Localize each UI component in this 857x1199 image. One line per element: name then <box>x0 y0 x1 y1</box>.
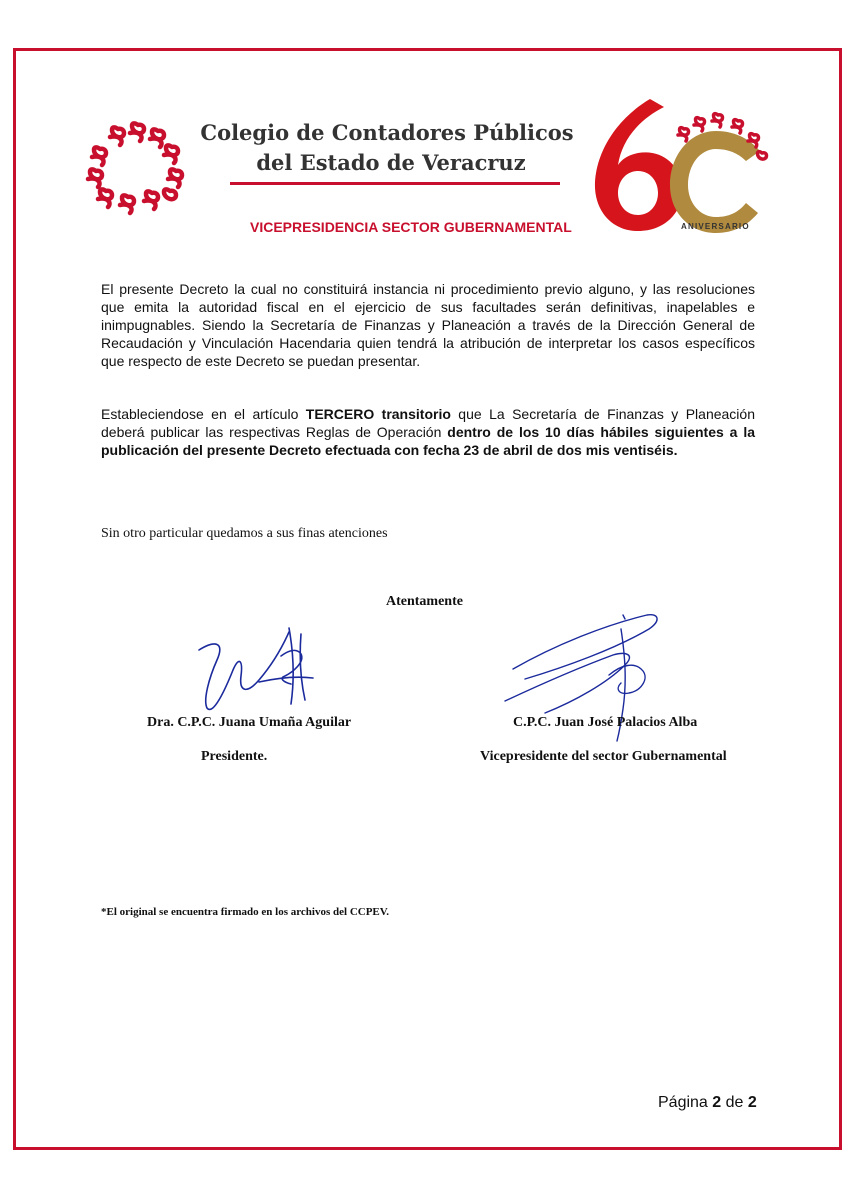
vicepresidencia-title: VICEPRESIDENCIA SECTOR GUBERNAMENTAL <box>250 219 572 235</box>
page-total: 2 <box>747 1094 757 1111</box>
original-signed-note: *El original se encuentra firmado en los archivos del CCPEV. <box>101 906 390 918</box>
anniversary-label: ANIVERSARIO <box>681 222 750 231</box>
signature-president-icon <box>185 620 325 720</box>
vicepresident-role: Vicepresidente del sector Gubernamental <box>480 749 727 764</box>
org-name-line1: Colegio de Contadores Públicos <box>200 120 574 145</box>
paragraph2-deadline-bold: dentro de los 10 días hábiles siguientes a la publicación del presente Decreto efectuada con fecha 23 de abril de dos mis ventiséis. <box>101 424 756 458</box>
president-role: Presidente. <box>201 749 268 764</box>
page-label: Página <box>658 1094 713 1111</box>
paragraph2-text-c: que La Secretaría de Finanzas y Planeación deberá publicar las respectivas Reglas de Operación <box>101 406 755 440</box>
president-name: Dra. C.P.C. Juana Umaña Aguilar <box>147 715 352 730</box>
page-of: de <box>721 1094 748 1111</box>
sixty-anniversary-logo-icon <box>588 95 778 240</box>
decree-paragraph-1: El presente Decreto la cual no constituirá instancia ni procedimiento previo alguno, y las resoluciones que emita la autoridad fiscal en el ejercicio de sus facultades serán definitivas, inapelables e inimpugnables. Siendo la Secretaría de Finanzas y Planeación a través de la Dirección General de Recaudación y Vinculación Hacendaria quien tendrá la atribución de interpretar los casos específicos que respecto de este Decreto se puedan presentar. <box>101 281 755 369</box>
page-number <box>658 1094 757 1112</box>
closing-line: Sin otro particular quedamos a sus finas atenciones <box>101 526 388 541</box>
vicepresident-name: C.P.C. Juan José Palacios Alba <box>513 715 698 730</box>
page-current: 2 <box>712 1094 722 1111</box>
organization-name <box>197 118 577 178</box>
decree-paragraph-2 <box>101 405 755 459</box>
org-name-line2: del Estado de Veracruz <box>256 150 526 175</box>
paragraph2-article-bold: TERCERO transitorio <box>305 406 451 422</box>
ccpev-emblem-icon <box>80 115 190 220</box>
header-rule <box>230 182 560 185</box>
paragraph2-text-a: Estableciendose en el artículo <box>101 406 306 422</box>
atentamente: Atentamente <box>386 594 463 609</box>
